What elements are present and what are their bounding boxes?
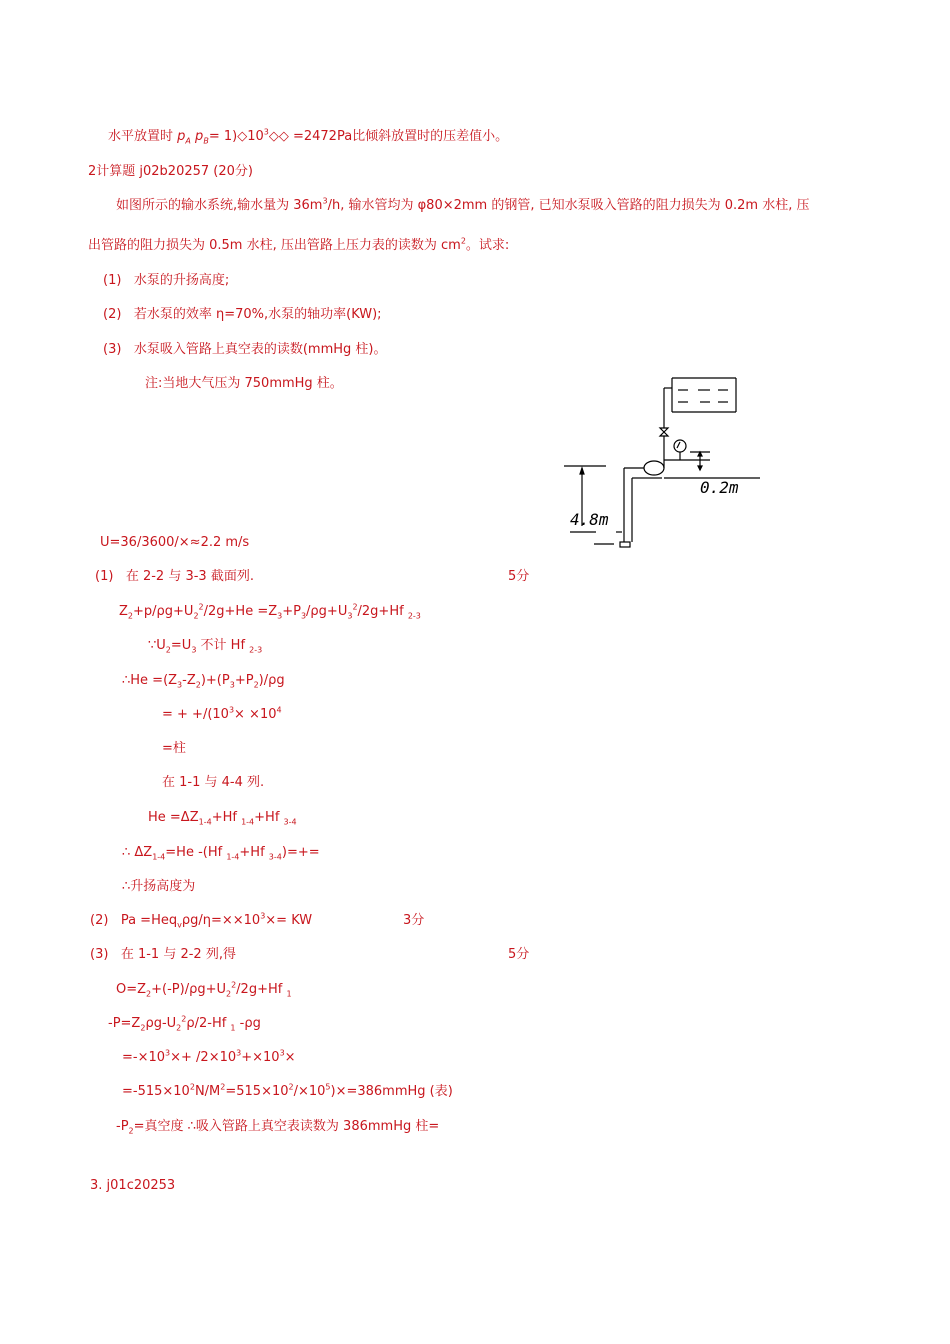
- sol-part-2: (2) $Pa =Heq_v\rho g/\eta=\times\times 10^3\times=$ KW: [90, 911, 313, 930]
- sol-eq-3: ∴He $=(Z_3-Z_2)+(P_3+P_2)/\rho g$: [122, 673, 285, 690]
- text: 水平放置时: [108, 129, 174, 144]
- sol-velocity: U=36/3600/×≈2.2 m/s: [100, 535, 250, 550]
- sol-eq-14: $-P_2=$真空度 ∴吸入管路上真空表读数为 386mmHg 柱=: [116, 1119, 440, 1136]
- item-1: (1) 水泵的升扬高度;: [103, 273, 230, 288]
- symbol-pa: $p_A$: [177, 129, 191, 146]
- pump-system-figure: [560, 370, 800, 560]
- sol-part-3: (3) 在 1-1 与 2-2 列,得: [90, 947, 236, 962]
- top-line: [108, 128, 508, 146]
- score-part-1: 5分: [508, 569, 530, 584]
- sol-eq-7: $He =\Delta Z_{1-4}+Hf$ $_{1-4}$+Hf $_{3-4}$: [148, 810, 297, 827]
- sol-eq-4: = + $+/(10^3\times \times 10^4$: [162, 705, 282, 722]
- text: ◇◇ =2472Pa比倾斜放置时的压差值小。: [268, 129, 509, 144]
- q2-text-line-2: 出管路的阻力损失为 0.5m 水柱, 压出管路上压力表的读数为 $cm^2$。试求:: [88, 236, 510, 253]
- sol-eq-12: $=-\times 10^3\times+ /2\times 10^3+\times 10^3\times$: [122, 1048, 296, 1065]
- sol-eq-6: 在 1-1 与 4-4 列.: [162, 775, 265, 790]
- sol-eq-1: $Z_2+p/\rho g+U_2^2/2g+He =Z_3+P_3/\rho g+U_3^2/2g+Hf$ $_{2-3}$: [119, 602, 421, 621]
- sol-eq-10: $O=Z_2+(-P)/\rho g+U_2^2/2g+Hf$ $_1$: [116, 980, 292, 999]
- note: 注:当地大气压为 750mmHg 柱。: [145, 376, 343, 391]
- sol-part-1: (1) 在 2-2 与 3-3 截面列.: [95, 569, 254, 584]
- sol-eq-8: ∴ $\Delta Z_{1-4}=He$ -(Hf $_{1-4}$+Hf $_{3-4}$)=+=: [122, 845, 320, 862]
- symbol-pb: $p_B$: [195, 129, 209, 146]
- text: ◇10: [237, 129, 264, 144]
- item-3: (3) 水泵吸入管路上真空表的读数(mmHg 柱)。: [103, 342, 387, 357]
- sol-eq-2: $\because U_2=U_3$ 不计 Hf $_{2-3}$: [148, 638, 263, 655]
- sol-eq-5: =柱: [162, 741, 186, 756]
- superscript: 3: [263, 127, 269, 137]
- score-part-3: 5分: [508, 947, 530, 962]
- sol-eq-9: ∴升扬高度为: [122, 879, 196, 894]
- q2-text-line-1: 如图所示的输水系统,输水量为 $36m^3/h$, 输水管均为 φ80×2mm 的钢管, 已知水泵吸入管路的阻力损失为 0.2m 水柱, 压: [116, 196, 810, 213]
- text: =: [208, 129, 220, 144]
- text: 1): [223, 129, 238, 144]
- score-part-2: 3分: [403, 913, 425, 928]
- sol-eq-11: $-P=Z_2\rho g-U_2^2\rho/2-Hf$ $_1$ -ρg: [108, 1014, 261, 1033]
- q2-heading: 2计算题 j02b20257 (20分): [88, 164, 253, 179]
- sol-eq-13: $=-515\times 10^2N/M^2=515\times 10^2/\times 10^5)\times=386mmHg$ (表): [122, 1082, 453, 1099]
- q3-heading: 3. j01c20253: [90, 1178, 176, 1193]
- label-0-2m: 0.2m: [700, 478, 739, 497]
- label-4-8m: 4.8m: [570, 510, 609, 529]
- item-2: (2) 若水泵的效率 η=70%,水泵的轴功率(KW);: [103, 307, 382, 322]
